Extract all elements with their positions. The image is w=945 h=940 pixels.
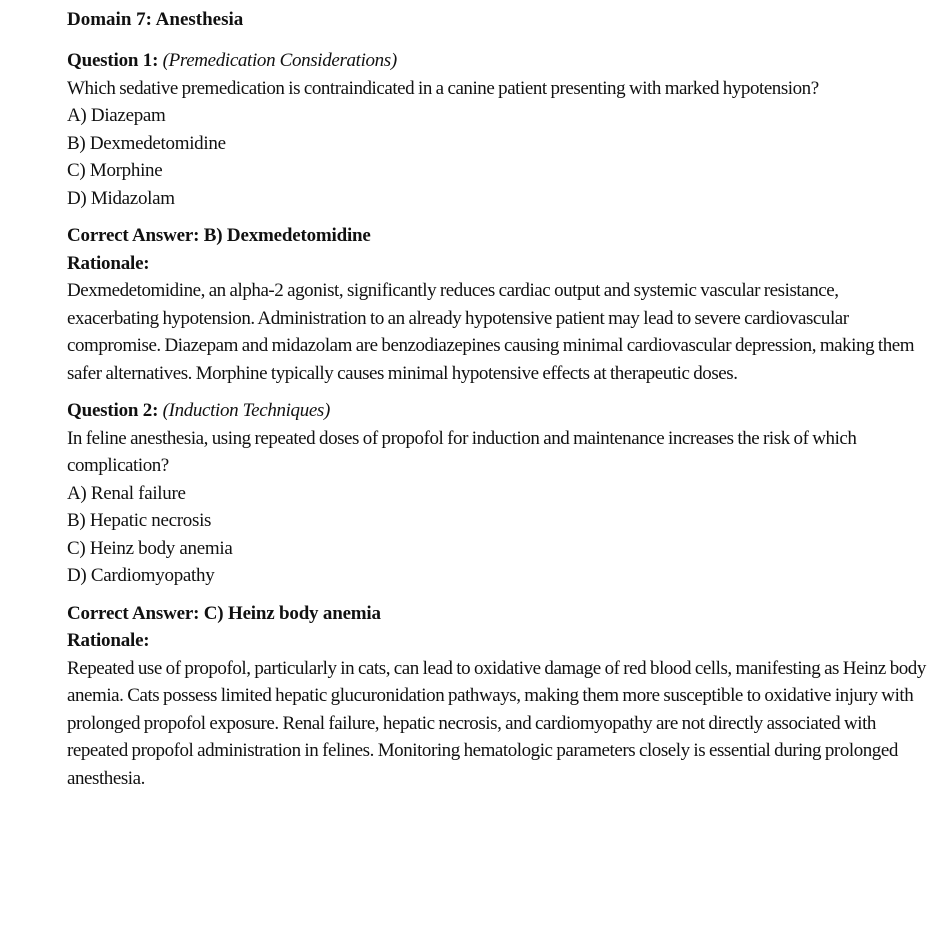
rationale-1-label: Rationale: [67, 252, 150, 274]
question-1-header [67, 47, 927, 75]
question-2-block [67, 397, 927, 590]
correct-answer-2: Correct Answer: C) Heinz body anemia [67, 602, 381, 624]
option-b: B) Dexmedetomidine [67, 132, 226, 154]
option-c: C) Morphine [67, 160, 163, 181]
answer-1-block [67, 222, 927, 387]
option-d: D) Midazolam [67, 187, 175, 209]
rationale-2-text: Repeated use of propofol, particularly in cats, can lead to oxidative damage of red blood cells, manifesting as Heinz body anemia. Cats possess limited hepatic glucuronidation pathways, making them more susceptible to oxidative injury with prolonged propofol exposure. Renal failure, hepatic necrosis, and cardiomyopathy are not directly associated with repeated propofol administration in felines. Monitoring hematologic parameters closely is essential during prolonged anesthesia. [67, 657, 926, 789]
question-1-block [67, 47, 927, 212]
question-2-header [67, 397, 927, 425]
option-a: A) Renal failure [67, 482, 186, 504]
question-1-label: Question 1: [67, 50, 159, 71]
question-2-topic: (Induction Techniques) [162, 400, 330, 421]
question-2-stem: In feline anesthesia, using repeated doses of propofol for induction and maintenance increases the risk of which complication? [67, 427, 857, 476]
question-2-label: Question 2: [67, 400, 159, 421]
option-b: B) Hepatic necrosis [67, 510, 212, 531]
domain-title: Domain 7: Anesthesia [67, 9, 244, 30]
rationale-1-text: Dexmedetomidine, an alpha-2 agonist, significantly reduces cardiac output and systemic vascular resistance, exacerbating hypotension. Administration to an already hypotensive patient may lead to severe cardiovascular compromise. Diazepam and midazolam are benzodiazepines causing minimal cardiovascular depression, making them safer alternatives. Morphine typically causes minimal hypotensive effects at therapeutic doses. [67, 280, 915, 384]
rationale-2-label: Rationale: [67, 630, 150, 651]
question-1-stem: Which sedative premedication is contraindicated in a canine patient presenting with marked hypotension? [67, 77, 819, 99]
option-d: D) Cardiomyopathy [67, 565, 215, 586]
correct-answer-1: Correct Answer: B) Dexmedetomidine [67, 225, 371, 246]
answer-2-block [67, 600, 927, 793]
question-1-options [67, 102, 927, 212]
option-a: A) Diazepam [67, 105, 166, 126]
question-2-options [67, 480, 927, 590]
option-c: C) Heinz body anemia [67, 537, 233, 559]
question-1-topic: (Premedication Considerations) [162, 50, 397, 71]
